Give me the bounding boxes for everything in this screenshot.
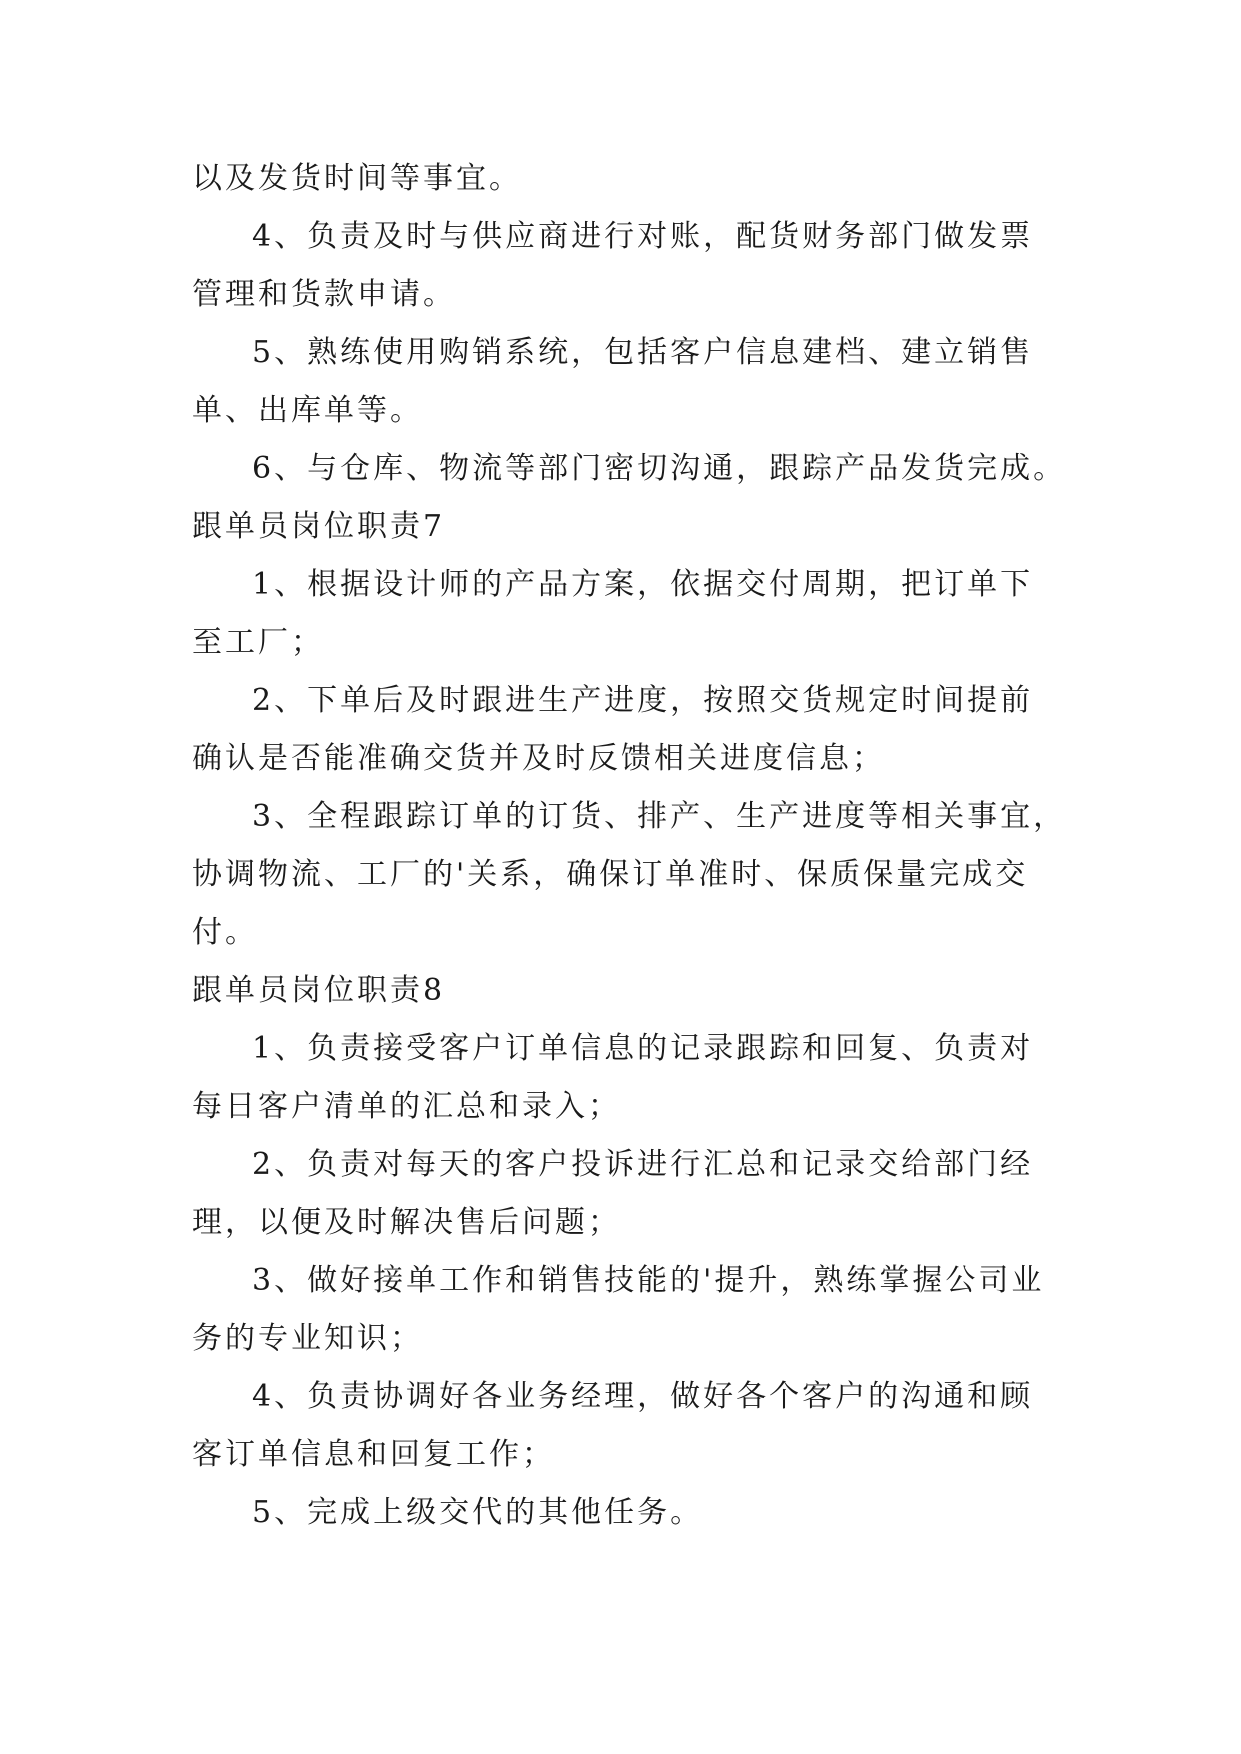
text-line: 务的专业知识； [192, 1321, 423, 1356]
list-item [192, 1136, 1072, 1252]
text-line: 6、与仓库、物流等部门密切沟通，跟踪产品发货完成。 [252, 451, 1067, 486]
heading-text: 跟单员岗位职责7 [192, 509, 446, 544]
section-heading [192, 962, 1072, 1020]
text-line: 以及发货时间等事宜。 [192, 161, 522, 196]
text-line: 管理和货款申请。 [192, 277, 456, 312]
text-line: 1、负责接受客户订单信息的记录跟踪和回复、负责对 [252, 1031, 1034, 1066]
text-line: 确认是否能准确交货并及时反馈相关进度信息； [192, 741, 885, 776]
section-heading [192, 498, 1072, 556]
text-line: 协调物流、工厂的'关系，确保订单准时、保质保量完成交 [192, 857, 1029, 892]
text-line: 理，以便及时解决售后问题； [192, 1205, 621, 1240]
text-line: 付。 [192, 915, 258, 950]
text-line: 至工厂； [192, 625, 324, 660]
list-item [192, 324, 1072, 440]
list-item [192, 788, 1072, 962]
list-item [192, 1252, 1072, 1368]
list-item [192, 208, 1072, 324]
text-line: 4、负责协调好各业务经理，做好各个客户的沟通和顾 [252, 1379, 1034, 1414]
text-line: 3、全程跟踪订单的订货、排产、生产进度等相关事宜， [252, 799, 1067, 834]
list-item [192, 1484, 1072, 1542]
list-item [192, 440, 1072, 498]
heading-text: 跟单员岗位职责8 [192, 973, 446, 1008]
text-line: 2、负责对每天的客户投诉进行汇总和记录交给部门经 [252, 1147, 1034, 1182]
text-line: 5、熟练使用购销系统，包括客户信息建档、建立销售 [252, 335, 1034, 370]
text-line: 单、出库单等。 [192, 393, 423, 428]
text-line: 1、根据设计师的产品方案，依据交付周期，把订单下 [252, 567, 1034, 602]
paragraph-continuation [192, 150, 1072, 208]
text-line: 每日客户清单的汇总和录入； [192, 1089, 621, 1124]
text-line: 4、负责及时与供应商进行对账，配货财务部门做发票 [252, 219, 1034, 254]
text-line: 5、完成上级交代的其他任务。 [252, 1495, 704, 1530]
list-item [192, 556, 1072, 672]
text-line: 3、做好接单工作和销售技能的'提升，熟练掌握公司业 [252, 1263, 1045, 1298]
list-item [192, 1368, 1072, 1484]
list-item [192, 1020, 1072, 1136]
list-item [192, 672, 1072, 788]
document-body [192, 150, 1072, 1542]
text-line: 客订单信息和回复工作； [192, 1437, 555, 1472]
text-line: 2、下单后及时跟进生产进度，按照交货规定时间提前 [252, 683, 1034, 718]
